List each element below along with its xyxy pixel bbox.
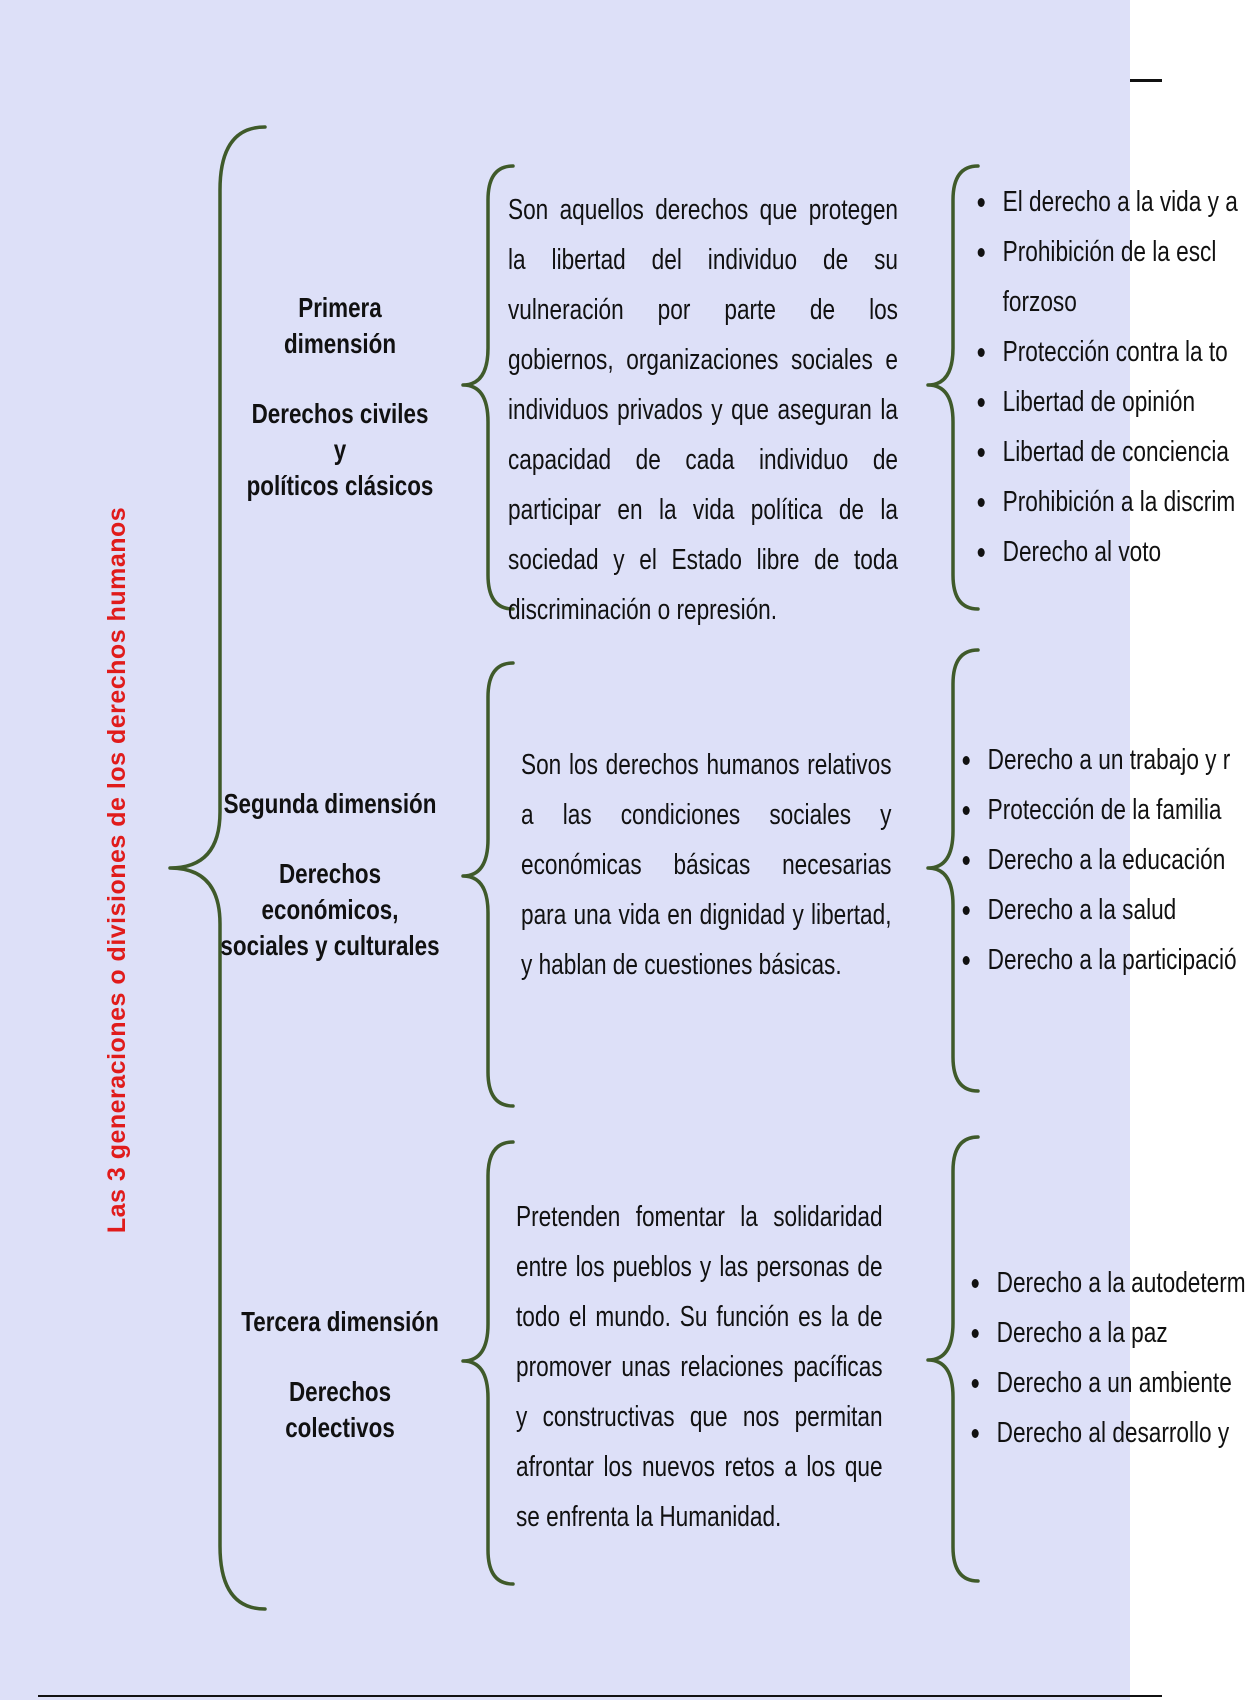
dimension-3-category-line-1: Derechos colectivos [285,1376,395,1443]
right-item: Prohibición a la discrim [973,477,1238,527]
right-item: Libertad de opinión [973,377,1238,427]
right-item: Derecho a la paz [967,1308,1246,1358]
bottom-rule [38,1695,1162,1697]
dimension-3-rights-list [967,1258,1246,1458]
brace-rights-1 [928,166,978,609]
right-item: Protección de la familia [958,785,1237,835]
right-item: Derecho a la salud [958,885,1237,935]
brace-desc-3 [463,1142,513,1584]
brace-desc-1 [463,166,513,609]
dimension-2-rights-list [958,735,1237,985]
right-item: Derecho al voto [973,527,1238,577]
dimension-1-category-line-2: políticos clásicos [246,470,434,501]
right-item: Derecho a la educación [958,835,1237,885]
dimension-1-description: Son aquellos derechos que protegen la libertad del individuo de su vulneración por parte de los gobiernos, organizaciones sociales e individuos privados y que aseguran la capacidad de cada individuo de participar en la vida política de la sociedad y el Estado libre de toda discriminación o represión. [508,194,898,626]
right-item: Derecho a un trabajo y r [958,735,1237,785]
dimension-2-category-line-1: Derechos económicos, [261,858,399,925]
top-dash-line [1130,79,1162,82]
dimension-3-name: Tercera dimensión [241,1306,439,1337]
right-item: Libertad de conciencia [973,427,1238,477]
dimension-2-description: Son los derechos humanos relativos a las condiciones sociales y económicas básicas necesarias para una vida en dignidad y libertad, y hablan de cuestiones básicas. [521,749,892,981]
brace-desc-2 [463,663,513,1106]
right-item: Derecho a la participació [958,935,1237,985]
right-item: Prohibición de la escl [973,227,1238,277]
right-item: El derecho a la vida y a [973,177,1238,227]
right-item-continuation: forzoso [1002,286,1077,318]
dimension-1-name: Primera dimensión [283,292,396,359]
dimension-2-name: Segunda dimensión [223,788,437,819]
dimension-2-label [210,786,450,964]
dimension-1-category-line-1: Derechos civiles y [251,398,429,465]
dimension-3-description: Pretenden fomentar la solidaridad entre los pueblos y las personas de todo el mundo. Su función es la de promover unas relaciones pacíficas y constructivas que nos permitan afrontar los nuevos retos a los que se enfrenta la Humanidad. [516,1201,883,1533]
right-item: Derecho a un ambiente [967,1358,1246,1408]
dimension-3-label [236,1304,444,1446]
right-item: Derecho a la autodeterm [967,1258,1246,1308]
dimension-1-label [244,290,436,504]
dimension-1-rights-list [973,177,1238,577]
dimension-2-category-line-2: sociales y culturales [220,930,440,961]
right-item: Protección contra la to [973,327,1238,377]
right-item: Derecho al desarrollo y [967,1408,1246,1458]
main-title: Las 3 generaciones o divisiones de los derechos humanos [103,506,131,1234]
